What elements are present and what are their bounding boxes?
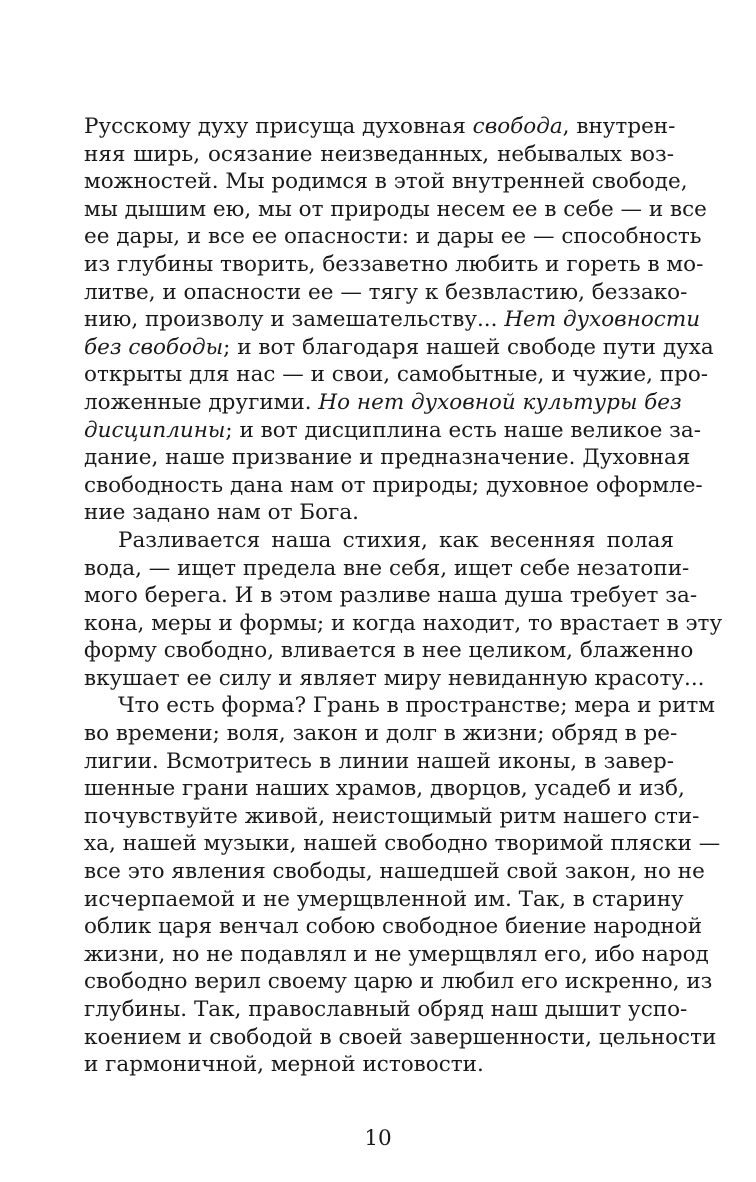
- text-segment: , внутрен-: [562, 114, 676, 139]
- text-line: [84, 665, 705, 693]
- text-segment: вкушает ее силу и являет миру невиданную красоту...: [84, 665, 705, 691]
- text-segment: вода, — ищет предела вне себя, ищет себе незатопи-: [84, 555, 690, 581]
- text-segment: Разливается наша стихия, как весенняя полая: [118, 527, 674, 553]
- text-line: [84, 113, 674, 141]
- text-segment: из глубины творить, беззаветно любить и гореть в мо-: [84, 251, 704, 277]
- text-line: [84, 168, 688, 196]
- text-segment: и гармоничной, мерной истовости.: [84, 1052, 484, 1078]
- text-line: [84, 775, 685, 803]
- text-segment: ; и вот дисциплина есть наше великое за-: [225, 417, 701, 443]
- text-segment: мы дышим ею, мы от природы несем ее в себе — и все: [84, 196, 707, 222]
- text-line: [84, 223, 702, 251]
- text-segment: жизни, но не подавлял и не умерщвлял его, ибо народ: [84, 941, 709, 967]
- text-line: [84, 858, 705, 886]
- text-segment: свободно верил своему царю и любил его искренно, из: [84, 969, 713, 995]
- text-line: [84, 1051, 674, 1079]
- text-segment: шенные грани наших храмов, дворцов, усадеб и изб,: [84, 776, 685, 802]
- text-line: [84, 417, 701, 445]
- text-line: [84, 803, 700, 831]
- text-line: [84, 499, 674, 527]
- text-line: [84, 251, 704, 279]
- text-segment: кона, меры и формы; и когда находит, то врастает в эту: [84, 610, 723, 636]
- text-line: [84, 472, 703, 500]
- text-segment: исчерпаемой и не умерщвленной им. Так, в старину: [84, 886, 684, 912]
- text-line: [84, 720, 678, 748]
- text-segment: нию, произволу и замешательству...: [84, 307, 505, 333]
- text-line: [84, 968, 713, 996]
- text-line: [84, 996, 688, 1024]
- text-segment: во времени; воля, закон и долг в жизни; обряд в ре-: [84, 721, 678, 747]
- italic-phrase: свобода: [472, 114, 563, 139]
- text-line: [84, 279, 688, 307]
- text-line: [84, 527, 674, 555]
- text-segment: ние задано нам от Бога.: [84, 500, 359, 526]
- text-line: [84, 610, 723, 638]
- italic-phrase: дисциплины: [84, 417, 226, 443]
- text-line: [84, 913, 703, 941]
- text-line: [84, 582, 698, 610]
- text-line: [84, 830, 721, 858]
- text-segment: ее дары, и все ее опасности: и дары ее — способность: [84, 224, 702, 250]
- text-line: [84, 141, 674, 169]
- text-segment: коением и свободой в своей завершенности, цельности: [84, 1024, 717, 1050]
- text-line: [84, 444, 691, 472]
- text-segment: Русскому духу присуща духовная: [84, 114, 473, 139]
- text-segment: ха, нашей музыки, нашей свободно творимой пляски —: [84, 831, 721, 857]
- italic-phrase: без свободы: [84, 334, 224, 360]
- text-segment: все это явления свободы, нашедшей свой закон, но не: [84, 859, 705, 885]
- text-line: [84, 748, 674, 776]
- italic-phrase: Но нет духовной культуры без: [318, 389, 682, 415]
- text-segment: глубины. Так, православный обряд наш дышит успо-: [84, 997, 688, 1022]
- text-line: [84, 196, 707, 224]
- text-line: [84, 389, 682, 417]
- text-segment: няя ширь, осязание неизведанных, небывалых воз-: [84, 141, 674, 167]
- text-segment: открыты для нас — и свои, самобытные, и чужие, про-: [84, 362, 709, 388]
- text-segment: дание, наше призвание и предназначение. Духовная: [84, 445, 691, 471]
- text-segment: можностей. Мы родимся в этой внутренней свободе,: [84, 169, 688, 195]
- text-segment: лигии. Всмотритесь в линии нашей иконы, в завер-: [84, 748, 674, 774]
- text-segment: облик царя венчал собою свободное биение народной: [84, 914, 703, 940]
- text-segment: литве, и опасности ее — тягу к безвластию, беззако-: [84, 279, 688, 305]
- text-line: [84, 306, 701, 334]
- text-segment: форму свободно, вливается в нее целиком, блаженно: [84, 638, 694, 664]
- text-line: [84, 637, 694, 665]
- text-line: [84, 1024, 717, 1052]
- text-segment: почувствуйте живой, неистощимый ритм нашего сти-: [84, 803, 700, 829]
- body-text: [84, 113, 723, 1079]
- text-segment: мого берега. И в этом разливе наша душа требует за-: [84, 583, 698, 609]
- text-line: [84, 941, 709, 969]
- text-segment: ; и вот благодаря нашей свободе пути духа: [223, 334, 714, 360]
- text-segment: свободность дана нам от природы; духовное оформле-: [84, 472, 703, 498]
- text-segment: ложенные другими.: [84, 389, 319, 415]
- text-line: [84, 692, 716, 720]
- text-line: [84, 361, 709, 389]
- text-segment: Что есть форма? Грань в пространстве; мера и ритм: [118, 693, 716, 719]
- text-line: [84, 334, 714, 362]
- page-number: 10: [364, 1126, 392, 1151]
- italic-phrase: Нет духовности: [504, 307, 701, 333]
- text-line: [84, 555, 690, 583]
- text-line: [84, 886, 684, 914]
